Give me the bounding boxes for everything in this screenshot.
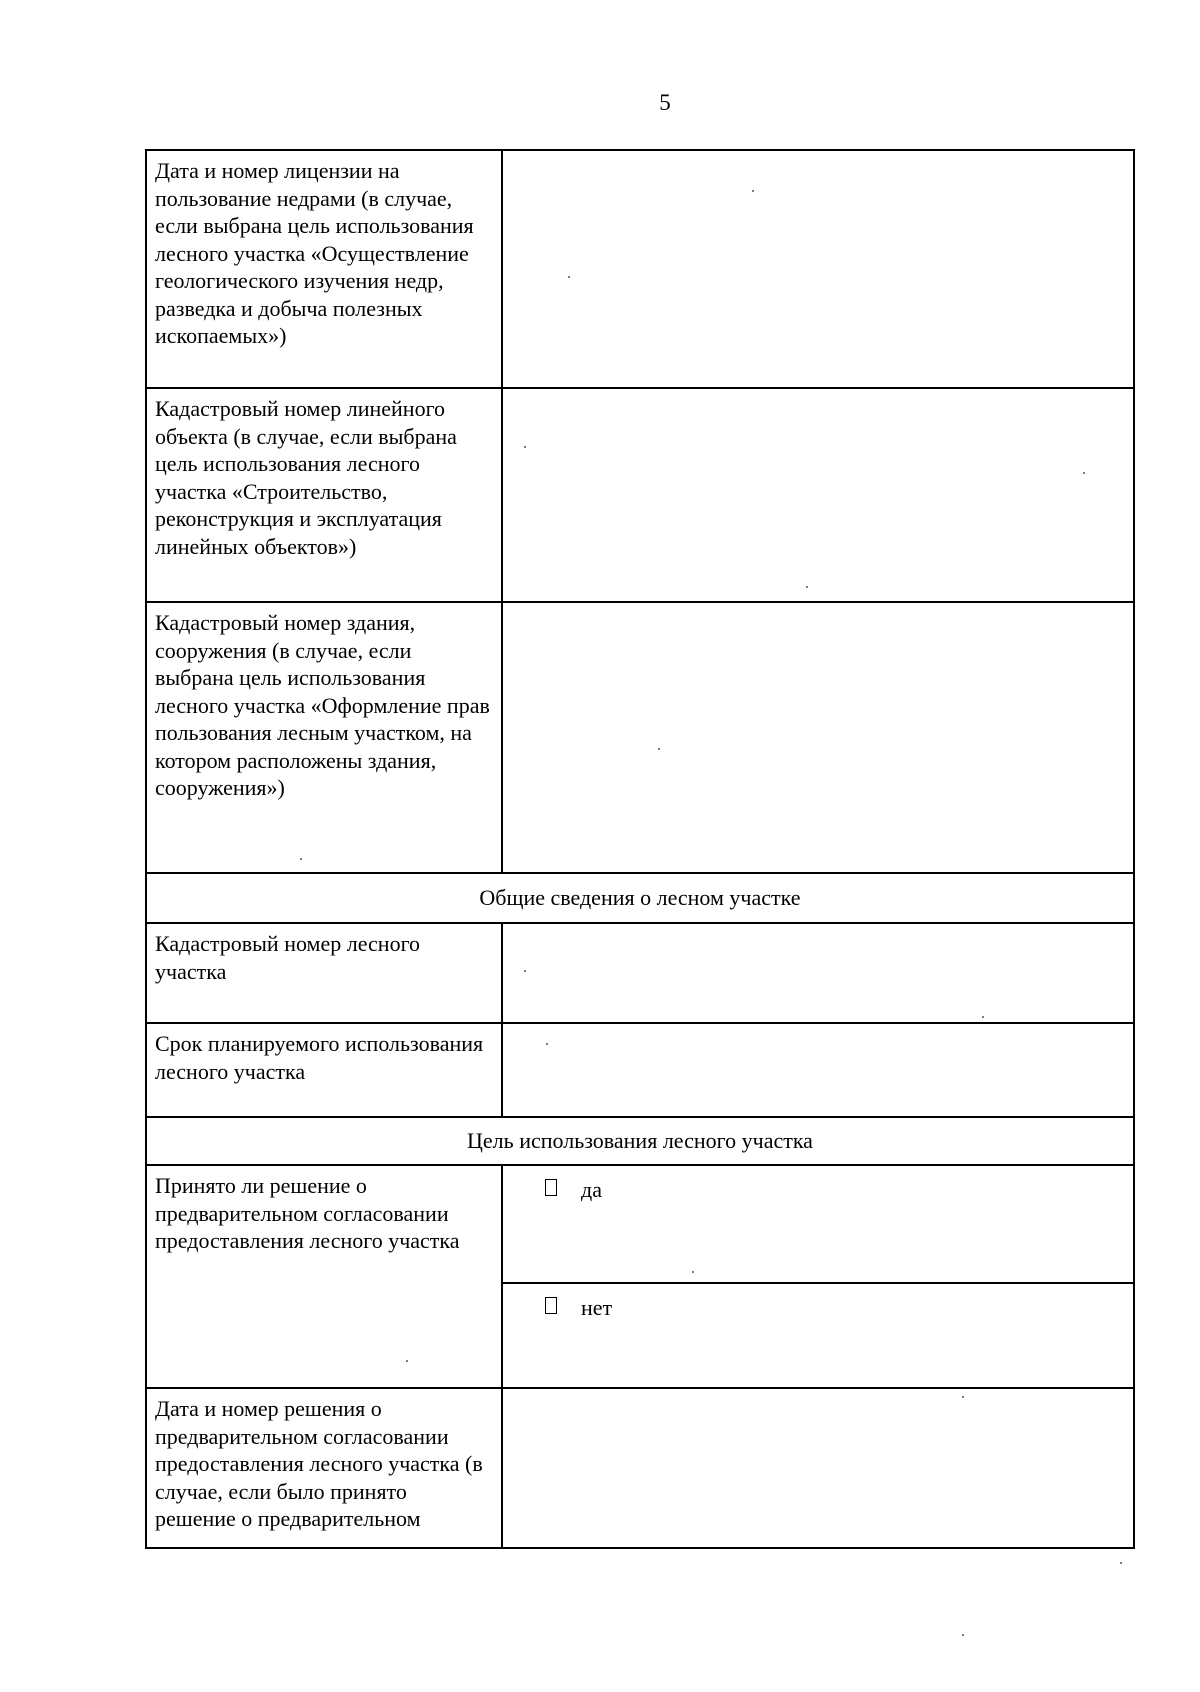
scan-speck	[568, 276, 570, 278]
decision-no-cell	[502, 1283, 1134, 1388]
decision-date-value-field[interactable]	[502, 1388, 1134, 1548]
yes-option-label: да	[581, 1177, 602, 1202]
scan-speck	[692, 1271, 694, 1273]
scan-speck	[300, 858, 302, 860]
decision-yes-cell	[502, 1165, 1134, 1283]
decision-date-label: Дата и номер решения о предварительном согласовании предоставления лесного участка (в случае, если было принято решение о предварительном	[146, 1388, 502, 1548]
scan-speck	[406, 1360, 408, 1362]
scan-speck	[982, 1016, 984, 1018]
scan-speck	[1120, 1562, 1122, 1564]
table-row-building	[146, 602, 1134, 873]
scan-speck	[962, 1396, 964, 1398]
license-value-field[interactable]	[502, 150, 1134, 388]
table-row-usage-term	[146, 1023, 1134, 1117]
building-label: Кадастровый номер здания, сооружения (в случае, если выбрана цель использования лесного участка «Оформление прав пользования лесным участком, на котором расположены здания, сооружения»)	[146, 602, 502, 873]
no-option-label: нет	[581, 1295, 613, 1320]
usage-term-value-field[interactable]	[502, 1023, 1134, 1117]
decision-yes-option[interactable]	[511, 1172, 1125, 1204]
scan-speck	[658, 748, 660, 750]
page-number: 5	[659, 90, 671, 115]
license-label: Дата и номер лицензии на пользование недрами (в случае, если выбрана цель использования лесного участка «Осуществление геологического изучения недр, разведка и добыча полезных ископаемых»)	[146, 150, 502, 388]
decision-no-option[interactable]	[511, 1290, 1125, 1322]
table-row-general-section	[146, 873, 1134, 923]
table-row-purpose-section	[146, 1117, 1134, 1165]
scan-speck	[546, 1043, 548, 1045]
table-row-decision-yes	[146, 1165, 1134, 1283]
scan-speck	[524, 446, 526, 448]
table-row-cadastral-plot	[146, 923, 1134, 1023]
no-checkbox[interactable]	[545, 1297, 557, 1314]
application-form-table	[145, 149, 1135, 1549]
cadastral-plot-label: Кадастровый номер лесного участка	[146, 923, 502, 1023]
scan-speck	[806, 586, 808, 588]
scan-speck	[962, 1634, 964, 1636]
purpose-section-heading: Цель использования лесного участка	[146, 1117, 1134, 1165]
scan-speck	[752, 190, 754, 192]
yes-checkbox[interactable]	[545, 1179, 557, 1196]
linear-object-value-field[interactable]	[502, 388, 1134, 602]
scan-speck	[1083, 472, 1085, 474]
cadastral-plot-value-field[interactable]	[502, 923, 1134, 1023]
building-value-field[interactable]	[502, 602, 1134, 873]
table-row-decision-date	[146, 1388, 1134, 1548]
table-row-linear-object	[146, 388, 1134, 602]
linear-object-label: Кадастровый номер линейного объекта (в случае, если выбрана цель использования лесного участка «Строительство, реконструкция и эксплуатация линейных объектов»)	[146, 388, 502, 602]
scan-speck	[524, 970, 526, 972]
preliminary-decision-label: Принято ли решение о предварительном согласовании предоставления лесного участка	[146, 1165, 502, 1388]
table-row-license	[146, 150, 1134, 388]
usage-term-label: Срок планируемого использования лесного участка	[146, 1023, 502, 1117]
general-section-heading: Общие сведения о лесном участке	[146, 873, 1134, 923]
